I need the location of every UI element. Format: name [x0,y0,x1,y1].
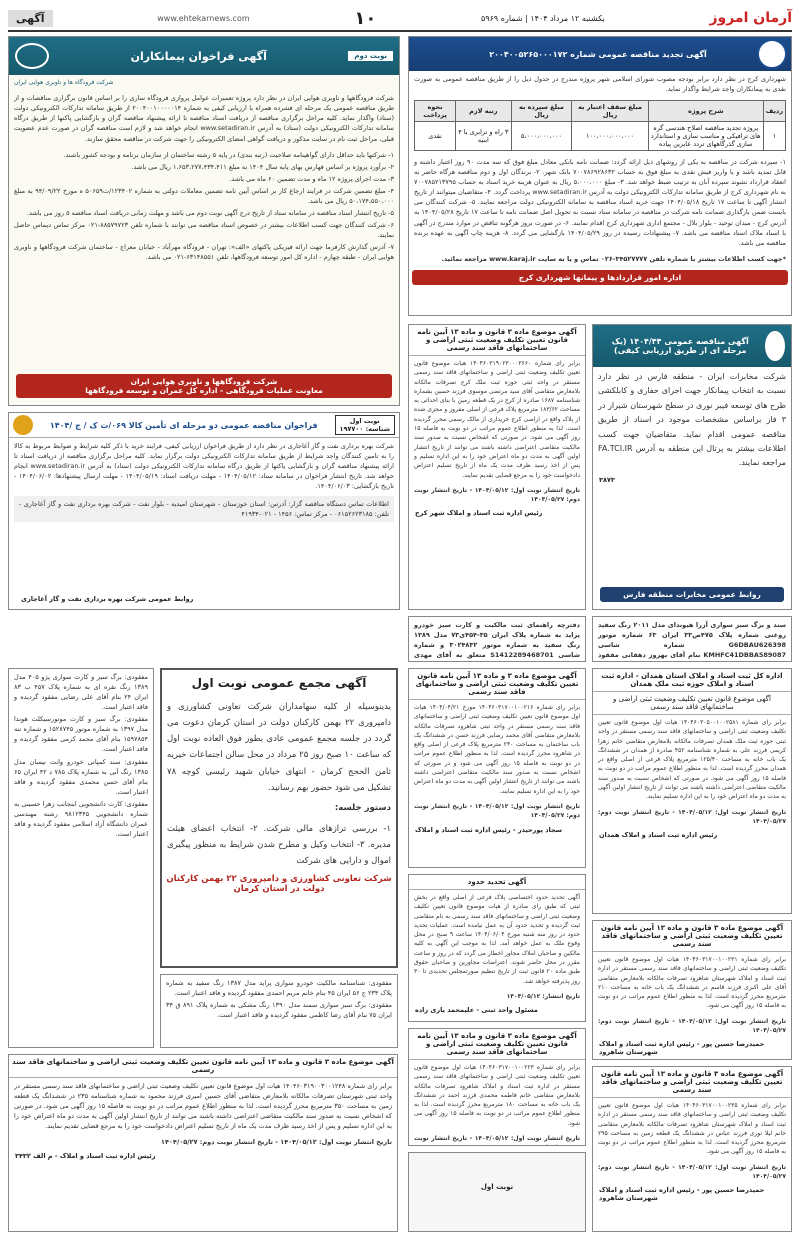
karaj-tender-table [414,100,786,151]
table-header-row: ردیف شرح پروژه مبلغ سقف اعتبار به ریال مبلغ سپرده به ریال رتبه لازم نحوه پرداخت [415,101,786,122]
telecom-code: ۳۸۷۳ [599,475,615,484]
lost-notices-left [8,668,154,1048]
right-legal-notice-2: آگهی موضوع ماده ۳ قانون و ماده ۱۳ آیین نامه قانون تعیین تکلیف وضعیت ثبتی اراضی و ساختمانهای فاقد سند رسمی برابر رای شماره ۱۴۰۴۶۰۳۱۷۰۰۱۰۰۲۳۵ هیات اول موضوع قانون تعیین تکلیف وضعیت ثبتی اراضی و ساختمانهای فاقد سند رسمی مستقر در اداره ثبت اسناد و املاک شهرستان شاهرود تصرفات مالکانه بلامعارض متقاضی خانم لیلا نوری فرزند عباس در ششدانگ یک قطعه زمین به مساحت ۲۹۵ مترمربع محرز گردیده است. لذا به منظور اطلاع عموم مراتب در دو نوبت به فاصله ۱۵ روز آگهی می شود. تاریخ انتشار نوبت اول: ۱۴۰۴/۰۵/۱۲ - تاریخ انتشار نوبت دوم: ۱۴۰۴/۰۵/۲۷ حمیدرضا حسین پور - رئیس اداره ثبت اسناد و املاک شهرستان شاهرود [592,1066,792,1232]
mid-legal-notice-2: آگهی تحدید حدود آگهی تحدید حدود اختصاصی پلاک فرعی از اصلی واقع در بخش ثبتی که طبق رای صادره از هیات موضوع قانون تعیین تکلیف وضعیت ثبتی اراضی و ساختمانهای فاقد سند رسمی به نام متقاضی ثبت گردیده و تحدید حدود آن به عمل نیامده است. عملیات تحدید حدود در روز سه شنبه مورخ ۱۴۰۴/۰۶/۰۴ ساعت ۹ صبح در محل وقوع ملک به عمل خواهد آمد. لذا به موجب این آگهی به کلیه مالکین و صاحبان املاک مجاور اخطار می گردد که در روز و ساعت مقرر در محل حاضر شوند. اعتراضات مجاورین و صاحبان حقوق طبق ماده ۲۰ قانون ثبت از تاریخ تنظیم صورتمجلس تحدیدی تا ۳۰ روز پذیرفته خواهد شد. تاریخ انتشار: ۱۴۰۴/۰۵/۱۲ مسئول واحد ثبتی - علیمحمد یاری زاده [408,874,586,1022]
karaj-tender-body: ۱- سپرده شرکت در مناقصه به یکی از روشهای ذیل ارائه گردد: ضمانت نامه بانکی معادل مبلغ فوق که سه مدت ۹۰ روز اعتبار داشته و قابل تمدید باشد و یا واریز فیش نقدی به مبلغ فوق به حساب ۷۰۰۷۸۶۹۲۸۶۳۲ بانک شهر. ۲- برندگان اول و دوم مناقصه هرگاه حاضر به انعقاد قرارداد نشوند سپرده آنان به ترتیب ضبط خواهد شد. ۳- مبلغ ۵،۰۰۰،۰۰۰ ریال به عنوان هزینه خرید اسناد به حساب ۷۰۰۷۸۵۲۱۳۷۹۵ به نام شهرداری کرج از طریق سامانه تدارکات الکترونیکی دولت به آدرس www.setadiran.ir پرداخت گردد. ۴- متقاضیان میتوانند از تاریخ انتشار آگهی تا ساعت ۱۷ تاریخ ۱۴۰۴/۰۵/۱۸ جهت خرید اسناد مناقصه به سامانه الکترونیکی دولت مراجعه نمایند. ۵- شرکت کنندگان می بایست ضمن بارگذاری ضمانت نامه شرکت در مناقصه در سامانه ستاد نسبت به تحویل اصل ضمانت نامه تا ساعت ۱۷ تاریخ ۱۴۰۴/۰۵/۲۸ به آدرس کرج - میدان توحید - بلوار بلال - مجتمع اداری شهرداری کرج اقدام نمایند. ۶- در صورت بروز هرگونه تناقض در موارد مندرج در آگهی با اسناد ملاک اسناد مناقصه می باشد. ۷- پیشنهادات رسیده در روز ۱۴۰۴/۰۵/۲۹ بازگشایی می گردد. ۸- هزینه چاپ آگهی به عهده برنده مناقصه می باشد. [414,158,787,247]
karaj-legal-footer: رئیس اداره ثبت اسناد و املاک شهر کرج [415,509,543,518]
karaj-legal-notice [408,324,586,610]
gas-tender-info: اطلاعات تماس دستگاه مناقصه گزار: آدرس: استان خوزستان - شهرستان امیدیه - بلوار نفت - شرکت بهره برداری نفت و گاز آغاجاری - تلفن: ۰۶۱۵۲۶۲۳۱۸۵ - مرکز تماس: ۱۴۵۶ - ۰۲۱-۴۱۹۳۴ [14,496,394,522]
lost-notices-mid [160,974,398,1048]
karaj-legal-title: آگهی موضوع ماده ۳ قانون و ماده ۱۳ آیین نامه قانون تعیین تکلیف وضعیت ثبتی اراضی و ساختمانهای فاقد سند رسمی [409,325,585,356]
telecom-title: آگهی مناقصه عمومی ۱۴۰۴/۴۴ (یک مرحله ای از طریق ارزیابی کیفی) [593,325,791,367]
lost-green-card-notice: سند و برگ سبز سواری آزرا هیوندای مدل ۲۰۱۱ رنگ سفید روغنی شماره پلاک ۴۷۵ص۳۳ ایران ۶۳ شماره موتور G6DBAU626398 شماره شاسی KMHFC41DBBA589087 بنام آقای بهروز دهقانی مفقود [592,616,792,662]
gas-tender-ad [8,412,400,610]
karaj-tender-title: آگهی تجدید مناقصه عمومی شماره ۲۰۰۴۰۰۵۲۶۵۰۰۰۱۷۲ [409,37,791,71]
karaj-tender-contact: *جهت کسب اطلاعات بیشتر با شماره تلفن ۳۴۵۲۷۷۷۷-۰۲۶ تماس و یا به سایت www.karaj.ir مراجعه نمائید. [441,254,786,263]
hamedan-dates: تاریخ انتشار نوبت اول: ۱۴۰۴/۰۵/۱۲ - تاریخ انتشار نوبت دوم: ۱۴۰۴/۰۵/۲۷ [598,808,786,825]
gas-round-box: نوبت اول شناسه: ۱۹۷۷۰۰ [335,415,396,435]
list-item: مفقودی: برگ سبز سواری سمند مدل ۱۳۹۰ رنگ مشکی به شماره پلاک ۸۹۱ ق ۳۴ ایران ۷۵ بنام آقای رضا کاظمی مفقود گردیده و فاقد اعتبار است. [166,1001,392,1020]
list-item: مفقودی: کارت دانشجویی اینجانب زهرا حسینی به شماره دانشجویی ۹۸۱۲۳۴۵ رشته مهندسی عمران دانشگاه آزاد اسلامی مفقود گردیده و فاقد اعتبار است. [14,799,148,838]
coop-body: بدینوسیله از کلیه سهامداران شرکت تعاونی کشاورزی و دامپروری ۲۲ بهمن کارکنان دولت در استان کرمان دعوت می گردد در جلسه مجمع عمومی عادی بطور فوق العاده نوبت اول که ساعت ۱۰ صبح روز ۲۵ مرداد در محل سالن اجتماعات خیریه ثامن الحجج کرمان - انتهای خیابان شهید رئیسی کوچه ۷۸ تشکیل می شود حضور بهم رسانید. [167,702,391,793]
telecom-logo-icon [765,331,785,361]
coop-assembly-ad [160,668,398,968]
airports-logo-caption: شرکت فرودگاه ها و ناوبری هوایی ایران [14,79,114,86]
section-label: آگهی [8,10,53,27]
table-row: ۱ پروژه تجدید مناقصه اصلاح هندسی گره های ترافیکی و مناسب سازی و استاندارد سازی گذرگاههای تردد عابرین پیاده ۱۰۰،۰۰۰،۰۰۰،۰۰۰ ۵،۰۰۰،۰۰۰،۰۰۰ ۳ راه و ترابری یا ۴ ابنیه نقدی [415,122,786,151]
airports-tender-ad [8,36,400,406]
right-legal-notice-1: آگهی موضوع ماده ۳ قانون و ماده ۱۳ آیین نامه قانون تعیین تکلیف وضعیت ثبتی اراضی و ساختمانهای فاقد سند رسمی برابر رای شماره ۱۴۰۴۶۰۳۱۷۰۰۱۰۰۲۳۱ هیات اول موضوع قانون تعیین تکلیف وضعیت ثبتی اراضی و ساختمانهای فاقد سند رسمی مستقر در اداره ثبت اسناد و املاک شهرستان شاهرود تصرفات مالکانه بلامعارض متقاضی آقای علی اکبری فرزند قاسم در ششدانگ یک باب خانه به مساحت ۲۱۰ مترمربع محرز گردیده است. لذا به منظور اطلاع عموم مراتب در دو نوبت به فاصله ۱۵ روز آگهی می شود. تاریخ انتشار نوبت اول: ۱۴۰۴/۰۵/۱۲ - تاریخ انتشار نوبت دوم: ۱۴۰۴/۰۵/۲۷ حمیدرضا حسین پور - رئیس اداره ثبت اسناد و املاک شهرستان شاهرود [592,920,792,1060]
karaj-round-badge: نوبت اول [408,1152,586,1232]
list-item: مفقودی: برگ سبز و کارت موتورسیکلت هوندا مدل ۱۳۹۷ به شماره موتور ۱۵۲۸۷۴۵ و شماره تنه ۱۵۹۷۸۵۴ بنام آقای محمد کرمی مفقود گردیده و فاقد اعتبار است. [14,715,148,754]
mid-legal-notice-1: آگهی موضوع ماده ۳ و ماده ۱۳ آیین نامه قانون تعیین تکلیف وضعیت ثبتی اراضی و ساختمانهای فاقد سند رسمی برابر رای شماره ۱۴۰۴۶۰۳۱۷۰۰۱۰۰۲۱۶ مورخ ۱۴۰۴/۰۴/۲۱ هیات اول موضوع قانون تعیین تکلیف وضعیت ثبتی اراضی و ساختمانهای فاقد سند رسمی مستقر در واحد ثبتی شاهرود تصرفات مالکانه بلامعارض متقاضی آقای محمد رضایی فرزند حسن در ششدانگ یک باب ساختمان به مساحت ۲۴۰ مترمربع پلاک فرعی از اصلی واقع در شاهرود محرز گردیده است. لذا به منظور اطلاع عموم مراتب در دو نوبت به فاصله ۱۵ روز آگهی می شود و در صورتی که اشخاص نسبت به صدور سند مالکیت متقاضی اعتراضی داشته باشند می توانند از تاریخ انتشار اولین آگهی به مدت دو ماه اعتراض خود را به این اداره تسلیم نمایند. تاریخ انتشار نوبت اول: ۱۴۰۴/۰۵/۱۲ - تاریخ انتشار نوبت دوم: ۱۴۰۴/۰۵/۲۷ سجاد پورحیدر - رئیس اداره ثبت اسناد و املاک [408,668,586,868]
karaj-tender-intro: شهرداری کرج در نظر دارد برابر بودجه مصوب شورای اسلامی شهر پروژه مندرج در جدول ذیل را از طریق مناقصه عمومی به صورت نقدی به پیمانکاران واجد شرایط واگذار نماید. [414,75,786,94]
hamedan-footer: رئیس اداره ثبت اسناد و املاک همدان [599,831,718,840]
gas-tender-title: نوبت اول شناسه: ۱۹۷۷۰۰ فراخوان مناقصه عمومی دو مرحله ای تأمین کالا ۰۶۹/ت ک / ج /۱۴۰۴ [9,413,399,438]
newspaper-logo: آرمان امروز [709,10,792,26]
telecom-tender-ad [592,324,792,610]
telecom-body: شرکت مخابرات ایران - منطقه فارس در نظر دارد نسبت به انتخاب پیمانکار جهت اجرای حفاری و کابلکشی طرح های توسعه فیبر نوری در سطح شهرستان شیراز در ۳ فاز براساس مشخصات موجود در اسناد از طریق مناقصه عمومی اقدام نماید. متقاضیان جهت کسب اطلاعات بیشتر به پرتال این منطقه به آدرس FA.TCI.IR مراجعه نمایند. [598,372,786,468]
airports-tender-points: ۱- شرکتها باید حداقل دارای گواهینامه صلاحیت (رتبه بندی) در پایه ۵ رشته ساختمان از سازمان برنامه و بودجه کشور باشند. ۲- برآورد پروژه بر اساس فهارس بهای پایه سال ۱۴۰۴ به مبلغ ۱،۶۵۳،۲۷۷،۴۳۴،۴۱۱ ریال می باشد. ۳- مدت اجرای پروژه ۱۲ ماه و مدت تضمین ۶۰ ماه می باشد. ۴- مبلغ تضمین شرکت در فرایند ارجاع کار بر اساس آیین نامه تضمین معاملات دولتی به شماره ۱۲۳۴۰۲/ت۵۰۶۵۹ ه مورخ ۹۴/۰۹/۲۲ به مبلغ ۵۰،۱۷۴،۵۵۰،۰۰۰ ریال می باشد. ۵- تاریخ انتشار اسناد مناقصه در سامانه ستاد از تاریخ درج آگهی نوبت دوم می باشد و مهلت زمانی دریافت اسناد مناقصه ۵ روز می باشد. ۶- شرکت کنندگان جهت کسب اطلاعات بیشتر در خصوص اسناد مناقصه می توانند با شماره تلفن ۸۸۵۷۹۷۲۳-۰۲۱ مرکز تماس دیماس حاصل نمایند. ۷- آدرس گذارش کارفرما جهت ارائه فیزیکی پاکتهای «الف»: تهران - فرودگاه مهرآباد - خیابان معراج - ساختمان شرکت فرودگاهها و ناوبری هوایی ایران - طبقه چهارم - اداره کل امور توسعه فرودگاهها، تلفن ۶۳۱۴۸۵۵۱-۰۲۱ می باشد. [14,150,395,262]
list-item: مفقودی: شناسنامه مالکیت خودرو سواری پراید مدل ۱۳۸۷ رنگ سفید به شماره پلاک ۲۳۴ ج ۵۶ ایران ۴۵ بنام خانم مریم احمدی مفقود گردیده و فاقد اعتبار است. [166,979,393,998]
hamedan-subtitle: آگهی موضوع قانون تعیین تکلیف وضعیت ثبتی اراضی و ساختمانهای فاقد سند رسمی [593,692,791,715]
oil-logo-icon [13,415,33,435]
karaj-legal-body: برابر رای شماره ۱۴۰۴۶۰۳۱۹۰۲۳۰۰۰۳۶۶۰ هیات موضوع قانون تعیین تکلیف وضعیت ثبتی اراضی و ساختمانهای فاقد سند رسمی مستقر در واحد ثبتی حوزه ثبت ملک کرج تصرفات مالکانه بلامعارض متقاضی آقای سید مرتضی موسوی فرزند حسین بشماره شناسنامه ۱۶۸۷ صادره از کرج در یک قطعه زمین با بنای احداثی به مساحت ۱۸۳/۶۲ مترمربع پلاک فرعی از اصلی مفروز و مجزی شده از پلاک واقع در اراضی کرج خریداری از مالک رسمی محرز گردیده است. لذا به منظور اطلاع عموم مراتب در دو نوبت به فاصله ۱۵ روز آگهی می شود. در صورتی که اشخاص نسبت به صدور سند مالکیت متقاضی اعتراضی داشته باشند می توانند از تاریخ انتشار اولین آگهی به مدت دو ماه اعتراض خود را به این اداره تسلیم و پس از اخذ رسید ظرف مدت یک ماه از تاریخ تسلیم اعتراض دادخواست خود را به مرجع قضایی تقدیم نمایند. [414,360,581,479]
gas-tender-body: شرکت بهره برداری نفت و گاز آغاجاری در نظر دارد از طریق فراخوان ارزیابی کیفی، فرایند خرید با ذکر کلیه شرایط و ضوابط مربوط به کالا را به تامین کنندگان واجد شرایط از طریق سامانه تدارکات الکترونیکی دولت برگزار نماید. کلیه مراحل برگزاری مناقصه از دریافت اسناد تا ارائه پیشنهاد مناقصه گران و بازگشایی پاکتها از طریق درگاه سامانه تدارکات الکترونیکی دولت (ستاد) به آدرس www.setadiran.ir انجام خواهد شد. تاریخ انتشار فراخوان در سامانه ستاد: ۱۴۰۴/۰۵/۱۲ - مهلت دریافت اسناد: ۱۴۰۴/۰۵/۱۹ - مهلت ارسال پیشنهادها: ۱۴۰۴/۰۶/۰۲ - تاریخ بازگشایی: ۱۴۰۴/۰۶/۰۳. [14,442,395,491]
mid-legal-notice-3: آگهی موضوع ماده ۳ قانون و ماده ۱۳ آیین نامه قانون تعیین تکلیف وضعیت ثبتی اراضی و ساختمانهای فاقد سند رسمی برابر رای شماره ۱۴۰۴۶۰۳۱۷۰۰۱۰۰۲۲۳ هیات اول موضوع قانون تعیین تکلیف وضعیت ثبتی اراضی و ساختمانهای فاقد سند رسمی مستقر در اداره ثبت اسناد و املاک شاهرود تصرفات مالکانه بلامعارض متقاضی خانم فاطمه محمدی فرزند احمد در ششدانگ یک باب خانه به مساحت ۱۸۰ مترمربع محرز گردیده است. لذا به منظور اطلاع عموم مراتب در دو نوبت به فاصله ۱۵ روز آگهی می شود. تاریخ انتشار نوبت اول: ۱۴۰۴/۰۵/۱۲ - تاریخ انتشار نوبت [408,1028,586,1146]
date-line: یکشنبه ۱۲ مرداد ۱۴۰۴ | شماره ۵۹۶۹ [481,13,605,23]
karaj-tender-ad [408,36,792,316]
karaj-emblem-icon [757,39,787,69]
page-header [8,6,792,32]
airports-tender-title: نوبت دوم آگهی فراخوان پیمانکاران [9,37,399,75]
coop-title: آگهی مجمع عمومی نوبت اول [191,676,367,690]
telecom-footer: روابط عمومی مخابرات منطقه فارس [600,587,784,602]
airports-tender-footer: شرکت فرودگاهها و ناوبری هوایی ایران معاونت عملیات فرودگاهی - اداره کل عمران و توسعه فرودگاهها [16,374,392,398]
bottom-legal-notice: آگهی موضوع ماده ۳ قانون و ماده ۱۳ آیین نامه قانون تعیین تکلیف وضعیت ثبتی اراضی و ساختمانهای فاقد سند رسمی برابر رای شماره ۱۴۰۴۶۰۳۱۹۰۰۳۰۰۱۲۴۸ هیات اول موضوع قانون تعیین تکلیف وضعیت ثبتی اراضی و ساختمانهای فاقد سند رسمی مستقر در واحد ثبتی شهرستان تصرفات مالکانه بلامعارض متقاضی آقای حسین امیری فرزند محمود به شماره شناسنامه ۲۳۵ در ششدانگ یک قطعه زمین به مساحت ۳۵۰ مترمربع محرز گردیده است. لذا به منظور اطلاع عموم مراتب در دو نوبت به فاصله ۱۵ روز آگهی می شود. در صورتی که اشخاص نسبت به صدور سند مالکیت متقاضی اعتراضی داشته باشند می توانند از تاریخ انتشار اولین آگهی به مدت دو ماه اعتراض خود را به این اداره تسلیم و پس از اخذ رسید ظرف مدت یک ماه از تاریخ تسلیم اعتراض دادخواست خود را به مرجع قضایی تقدیم نمایند. تاریخ انتشار نوبت اول: ۱۴۰۴/۰۵/۱۲ - تاریخ انتشار نوبت دوم: ۱۴۰۴/۰۵/۲۷ رئیس اداره ثبت اسناد و املاک - م الف ۳۴۳۲ [8,1054,398,1232]
airports-round-badge: نوبت دوم [348,51,393,61]
karaj-legal-dates: تاریخ انتشار نوبت اول: ۱۴۰۴/۰۵/۱۲ - تاریخ انتشار نوبت دوم: ۱۴۰۴/۰۵/۲۷ [414,486,580,504]
list-item: مفقودی: سند کمپانی خودرو وانت نیسان مدل ۱۳۸۵ رنگ آبی به شماره پلاک ۷۸۵ د ۴۲ ایران ۶۵ بنام آقای حسن محمدی مفقود گردیده و فاقد اعتبار است. [14,757,148,796]
lost-cert-notice: دفترچه راهنمای ثبت مالکیت و کارت سبز خودرو پراید به شماره پلاک ایران ۳۵-۴۵۴ی۷۳ مدل ۱۳۸۹ رنگ سفید به شماره موتور ۳۰۲۴۸۳۲ و شماره شاسی S1412289468701 متعلق به آقای مهدی [408,616,586,662]
website-url[interactable]: www.ehtekarnews.com [157,13,250,23]
page-number: ۱۰ [354,7,377,29]
airports-tender-body: شرکت فرودگاهها و ناوبری هوایی ایران در نظر دارد پروژه تعمیرات عوامل پروازی فرودگاه ساری را بر اساس قانون برگزاری مناقصات و از طریق مناقصه عمومی یک مرحله ای فشرده همراه با ارزیابی کیفی به شماره ۲۰۰۴۰۰۱۰۰۰۰۰۱۴ از طریق سامانه تدارکات الکترونیکی دولت (ستاد) واگذار نماید. کلیه مراحل برگزاری مناقصه از دریافت اسناد مناقصه تا ارائه پیشنهاد مناقصه گران و بازگشایی پاکتها از طریق درگاه سامانه تدارکات الکترونیکی دولت (ستاد) به آدرس www.setadiran.ir انجام خواهد شد و لازم است مناقصه گران در صورت عدم عضویت قبلی، مراحل ثبت نام در سایت مذکور و دریافت گواهی امضای الکترونیکی را جهت شرکت در مناقصه محقق سازند. [14,94,394,143]
karaj-tender-footer: اداره امور قراردادها و پیمانها شهرداری کرج [412,270,788,285]
hamedan-title: اداره کل ثبت اسناد و املاک استان همدان - اداره ثبت اسناد و املاک حوزه ثبت ملک همدان [593,669,791,692]
coop-footer: شرکت تعاونی کشاورزی و دامپروری ۲۲ بهمن کارکنان دولت در استان کرمان [166,874,392,895]
coop-agenda: ۱- بررسی ترازهای مالی شرکت. ۲- انتخاب اعضای هیئت مدیره. ۳- انتخاب وکیل و مطرح شدن شرایط به منظور پیگیری اموال و دارایی های شرکت [167,824,391,867]
airports-logo-icon [15,43,49,69]
list-item: مفقودی: برگ سبز و کارت سواری پژو ۴۰۵ مدل ۱۳۸۹ رنگ نقره ای به شماره پلاک ۴۵۷ ب ۸۳ ایران ۲۴ بنام آقای علی رضایی مفقود گردیده و فاقد اعتبار است. [14,673,148,712]
hamedan-legal-notice [592,668,792,914]
hamedan-body: برابر رای شماره ۱۴۰۴۶۰۳۰۵۰۰۱۰۰۲۵۸۱ هیات اول موضوع قانون تعیین تکلیف وضعیت ثبتی اراضی و ساختمانهای فاقد سند رسمی مستقر در واحد ثبتی حوزه ثبت ملک همدان تصرفات مالکانه بلامعارض متقاضی خانم زهرا کریمی فرزند علی به شماره شناسنامه ۴۵۲ صادره از همدان در ششدانگ یک باب خانه به مساحت ۱۲۵/۴۰ مترمربع پلاک فرعی از اصلی واقع در همدان محرز گردیده است. لذا به منظور اطلاع عموم مراتب در دو نوبت به فاصله ۱۵ روز آگهی می شود. در صورتی که اشخاص نسبت به صدور سند مالکیت متقاضی اعتراضی داشته باشند می توانند از تاریخ انتشار اولین آگهی به مدت دو ماه اعتراض خود را به این اداره تسلیم نمایند. [598,719,786,801]
coop-agenda-title: دستور جلسه: [334,802,391,813]
gas-tender-footer: روابط عمومی شرکت بهره برداری نفت و گاز آغاجاری [21,595,194,603]
